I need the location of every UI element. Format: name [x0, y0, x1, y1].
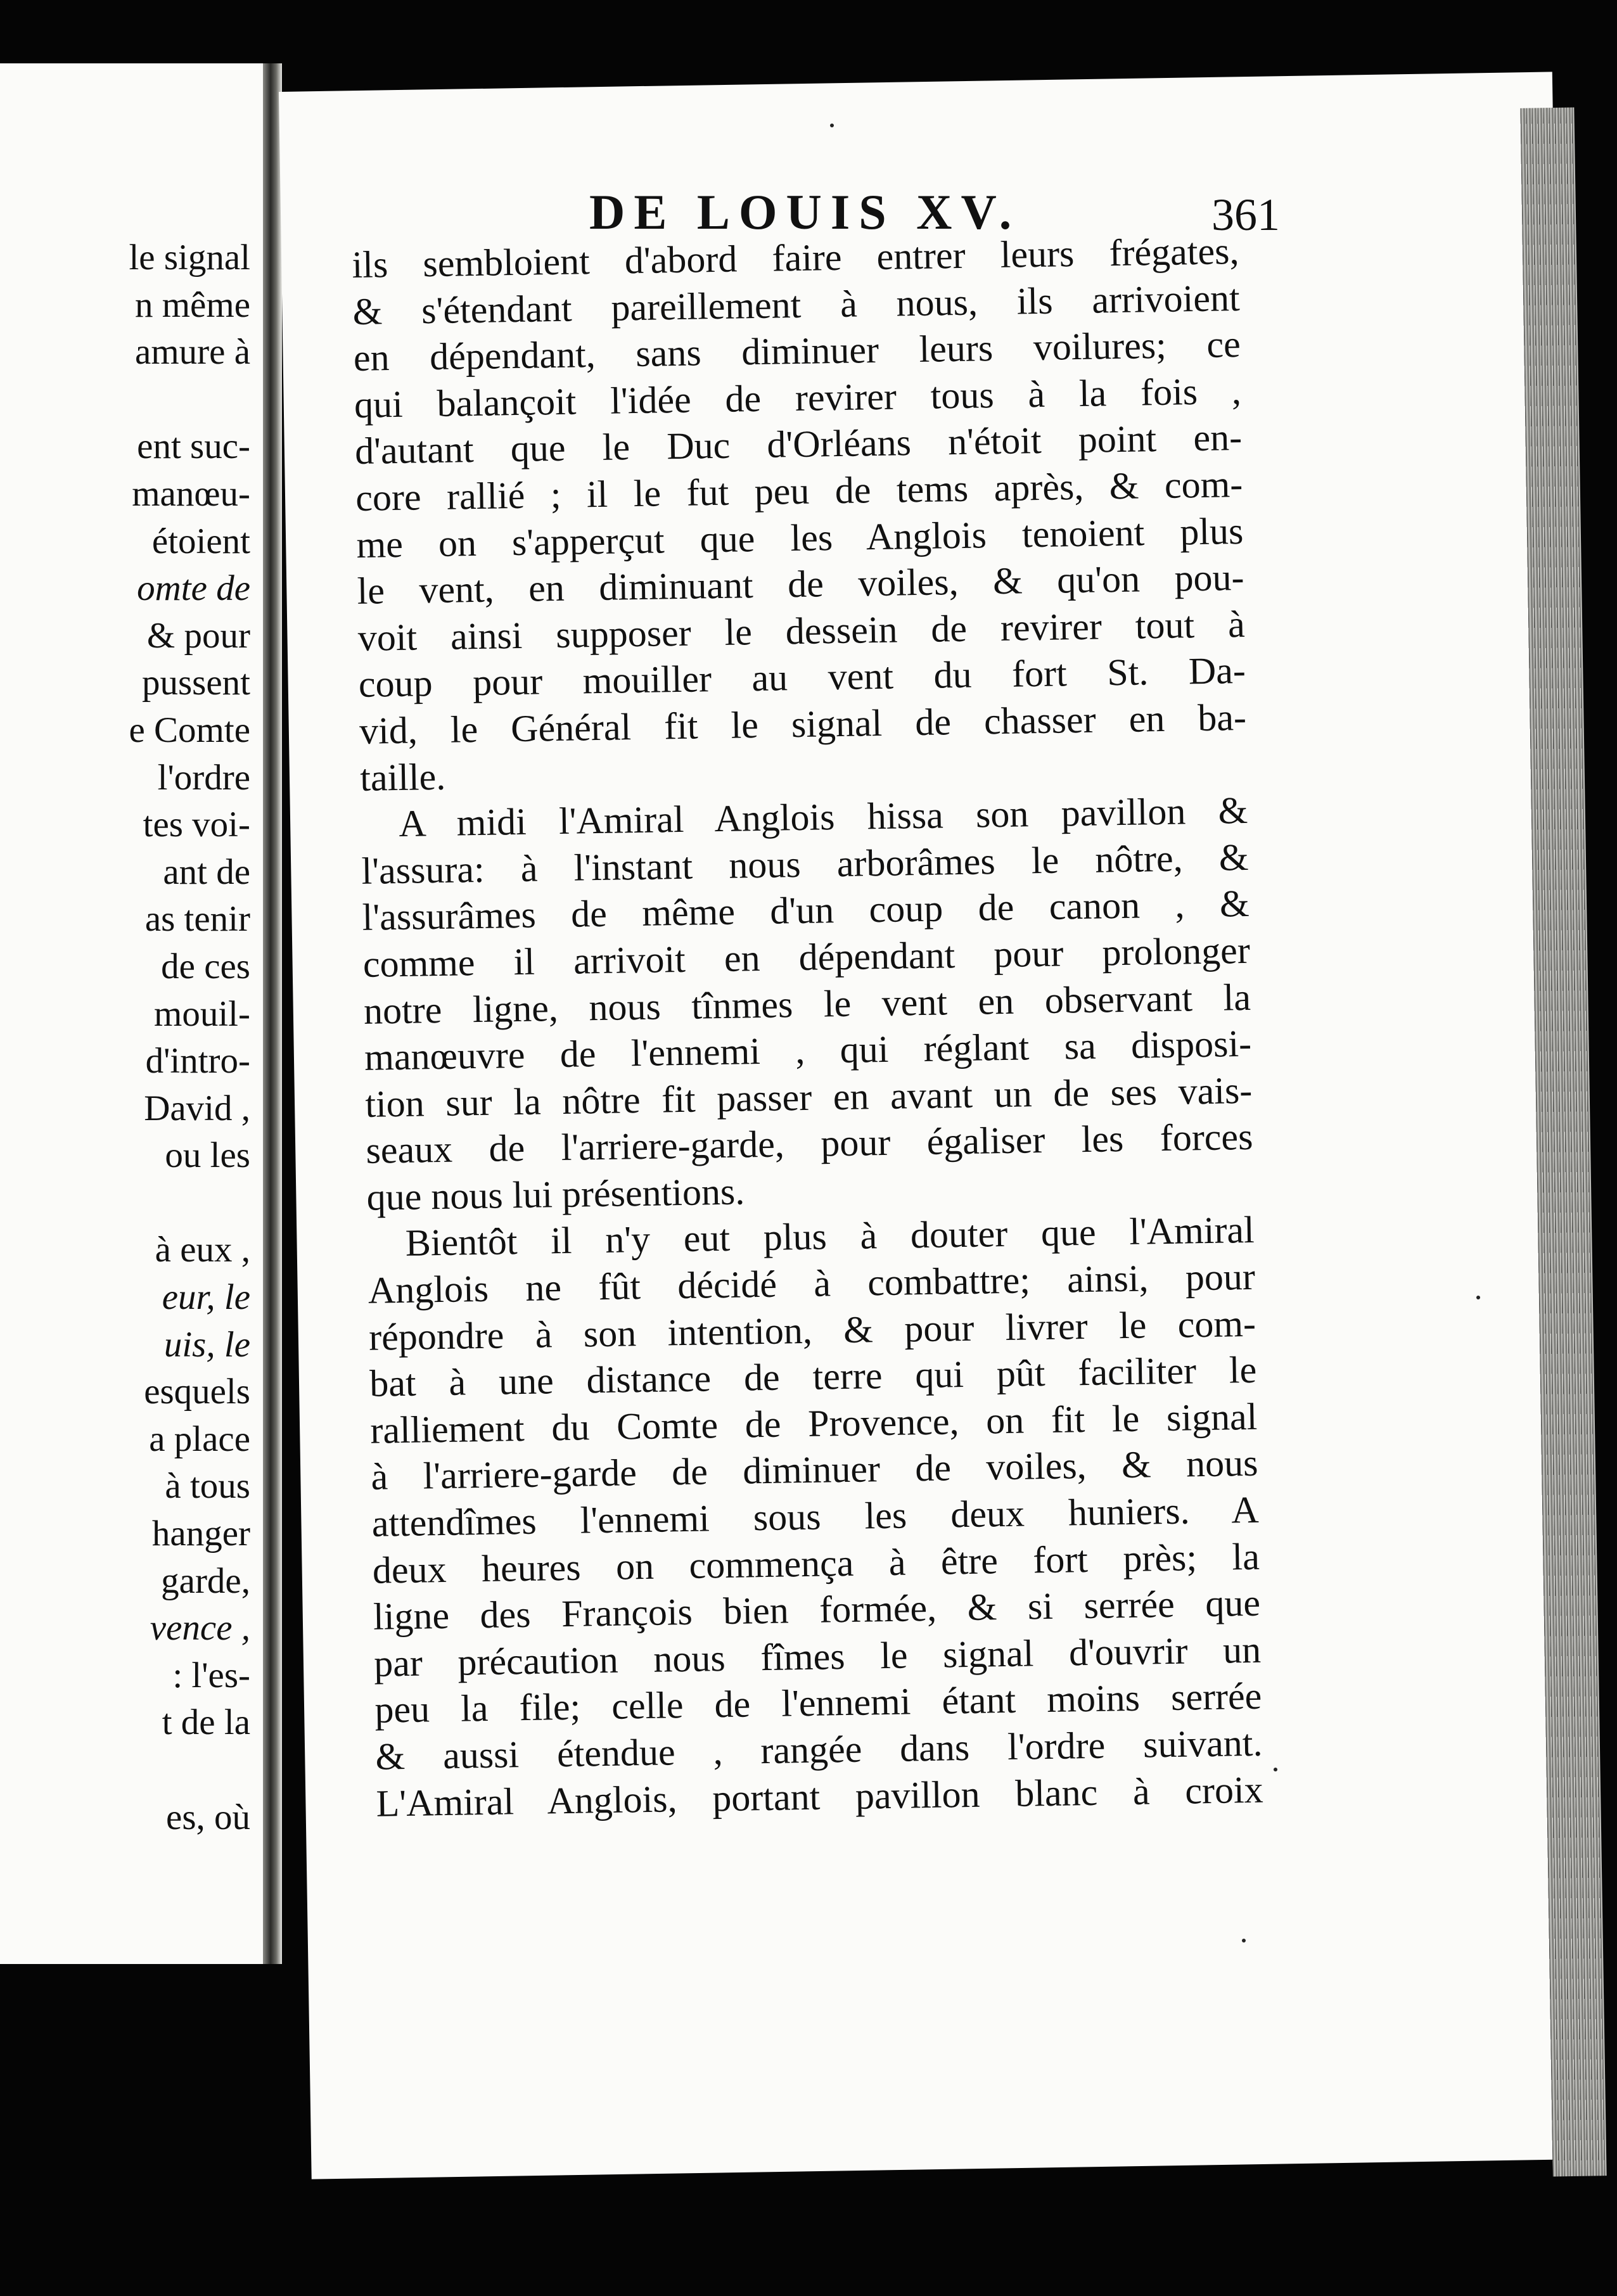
text-line: peu la file; celle de l'ennemi étant moins serrée: [374, 1675, 1262, 1732]
text-line: par précaution nous fîmes le signal d'ouvrir un: [373, 1628, 1262, 1685]
text-line: L'Amiral Anglois, portant pavillon blanc à croix: [376, 1768, 1264, 1825]
text-line: ligne des François bien formée, & si serrée que: [373, 1581, 1261, 1638]
text-line: d'autant que le Duc d'Orléans n'étoit point en-: [354, 416, 1243, 473]
left-line: d'intro-: [145, 1041, 250, 1081]
text-line: core rallié ; il le fut peu de tems après, & com-: [355, 462, 1243, 519]
text-line: que nous lui présentions.: [366, 1170, 745, 1218]
text-line: coup pour mouiller au vent du fort St. Da-: [358, 649, 1246, 706]
left-line: omte de: [137, 568, 250, 609]
left-line: mouil-: [154, 993, 250, 1034]
left-line: : l'es-: [172, 1655, 250, 1695]
left-line: David ,: [144, 1088, 250, 1128]
left-line: eur, le: [162, 1277, 250, 1318]
text-line: comme il arrivoit en dépendant pour prolonger: [362, 929, 1251, 985]
scan-speck: [1242, 1939, 1246, 1942]
body-text: [352, 228, 1263, 1827]
left-line: ou les: [165, 1135, 250, 1176]
left-line: ant de: [163, 851, 250, 892]
left-line: t de la: [162, 1702, 250, 1743]
left-line: l'ordre: [157, 757, 250, 798]
scan-speck: [1274, 1768, 1277, 1771]
left-line: tes voi-: [143, 805, 250, 845]
text-line: A midi l'Amiral Anglois hissa son pavillon &: [398, 789, 1248, 845]
text-line: ils sembloient d'abord faire entrer leurs frégates,: [352, 230, 1239, 286]
text-line: l'assura: à l'instant nous arborâmes le nôtre, &: [361, 836, 1249, 892]
left-line: uis, le: [163, 1324, 250, 1365]
text-line: à l'arriere-garde de diminuer de voiles, & nous: [371, 1442, 1258, 1498]
text-line: Bientôt il n'y eut plus à douter que l'Amiral: [405, 1209, 1255, 1265]
left-line: de ces: [161, 946, 250, 986]
text-line: qui balançoit l'idée de revirer tous à la fois ,: [354, 369, 1242, 426]
text-line: en dépendant, sans diminuer leurs voilures; ce: [353, 323, 1241, 379]
scan-speck: [830, 124, 834, 127]
left-line: [0, 1180, 250, 1227]
left-line: as tenir: [144, 899, 250, 940]
left-line: ent suc-: [137, 426, 250, 467]
left-line: pussent: [142, 663, 250, 703]
text-line: le vent, en diminuant de voiles, & qu'on pou-: [357, 556, 1245, 613]
scan-speck: [1476, 1296, 1480, 1299]
text-line: Anglois ne fût décidé à combattre; ainsi, pour: [368, 1255, 1256, 1311]
left-line: vence ,: [150, 1608, 250, 1649]
left-line: [0, 376, 250, 424]
left-line: e Comte: [129, 710, 250, 750]
text-line: attendîmes l'ennemi sous les deux huniers. A: [371, 1488, 1260, 1545]
left-line: hanger: [151, 1514, 250, 1554]
left-line: le signal: [129, 238, 250, 277]
text-line: l'assurâmes de même d'un coup de canon , &: [362, 883, 1250, 939]
page-number: 361: [1211, 189, 1280, 240]
text-line: notre ligne, nous tînmes le vent en observant la: [363, 976, 1251, 1032]
left-line: garde,: [161, 1560, 250, 1601]
left-line: amure à: [135, 332, 250, 373]
text-line: ralliement du Comte de Provence, on fit le signal: [369, 1395, 1258, 1451]
text-line: taille.: [359, 755, 446, 799]
text-line: vid, le Général fit le signal de chasser en ba-: [359, 696, 1247, 752]
text-line: me on s'apperçut que les Anglois tenoient plus: [355, 509, 1244, 566]
text-line: & aussi étendue , rangée dans l'ordre suivant.: [375, 1721, 1263, 1778]
text-line: seaux de l'arriere-garde, pour égaliser les forces: [366, 1116, 1253, 1172]
book-spine: [263, 63, 282, 1964]
text-line: voit ainsi supposer le dessein de revirer tout à: [357, 603, 1246, 659]
running-head-title: DE LOUIS XV.: [589, 184, 1021, 239]
text-line: bat à une distance de terre qui pût faciliter le: [369, 1349, 1257, 1405]
left-page-text: [0, 234, 250, 1841]
left-line: esquels: [144, 1372, 250, 1412]
text-line: deux heures on commença à être fort près; la: [372, 1535, 1260, 1591]
left-line: & pour: [146, 615, 250, 656]
text-line: répondre à son intention, & pour livrer le com-: [368, 1302, 1256, 1358]
left-line: manœu-: [132, 473, 250, 514]
left-line: es, où: [166, 1797, 250, 1837]
left-line: à eux ,: [155, 1230, 250, 1270]
left-line: à tous: [165, 1466, 250, 1507]
left-line: a place: [149, 1419, 250, 1459]
text-line: tion sur la nôtre fit passer en avant un de ses vais-: [364, 1069, 1253, 1125]
left-page: [0, 63, 263, 1964]
left-line: étoient: [151, 521, 250, 561]
left-line: n même: [134, 284, 250, 325]
left-line: [0, 1747, 250, 1794]
text-line: manœuvre de l'ennemi , qui réglant sa disposi-: [364, 1022, 1252, 1078]
text-line: & s'étendant pareillement à nous, ils arrivoient: [352, 276, 1241, 333]
